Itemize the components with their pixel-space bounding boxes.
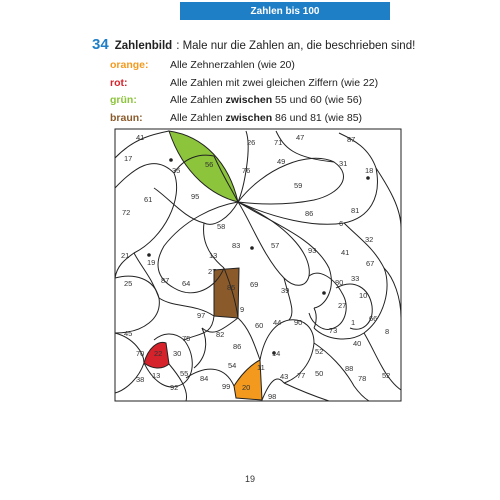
region-line bbox=[376, 168, 401, 228]
region-line bbox=[159, 298, 214, 316]
picture-number: 81 bbox=[351, 206, 360, 215]
picture-number: 60 bbox=[255, 321, 264, 330]
picture-number: 56 bbox=[205, 160, 214, 169]
picture-number: 71 bbox=[274, 138, 283, 147]
picture-number: 13 bbox=[152, 371, 161, 380]
picture-number: 97 bbox=[197, 311, 206, 320]
picture-number: 27 bbox=[338, 301, 347, 310]
picture-number: 50 bbox=[315, 369, 324, 378]
header-tab bbox=[180, 2, 390, 20]
region-line bbox=[115, 164, 177, 278]
dot bbox=[169, 158, 173, 162]
picture-number: 54 bbox=[228, 361, 237, 370]
picture-number: 40 bbox=[353, 339, 362, 348]
picture-number: 30 bbox=[173, 349, 182, 358]
picture-number: 85 bbox=[227, 283, 236, 292]
rule-text-bold: zwischen bbox=[225, 111, 273, 124]
picture-number: 69 bbox=[250, 280, 259, 289]
dot bbox=[322, 291, 326, 295]
picture-number: 1 bbox=[351, 318, 356, 327]
picture-number: 59 bbox=[294, 181, 303, 190]
picture-number: 20 bbox=[242, 383, 251, 392]
picture-number: 78 bbox=[358, 374, 367, 383]
region-line bbox=[115, 333, 144, 393]
picture-number: 35 bbox=[172, 166, 181, 175]
region-line bbox=[314, 308, 316, 328]
picture-number: 86 bbox=[233, 342, 242, 351]
picture-number: 17 bbox=[124, 154, 133, 163]
coloring-picture bbox=[114, 128, 404, 406]
rule-red bbox=[110, 75, 430, 93]
picture-number: 76 bbox=[242, 166, 251, 175]
rule-green bbox=[110, 92, 430, 110]
picture-number: 33 bbox=[351, 274, 360, 283]
picture-number: 90 bbox=[294, 318, 303, 327]
rule-color-label: grün: bbox=[110, 94, 137, 106]
picture-number: 98 bbox=[268, 392, 277, 401]
picture-number: 95 bbox=[191, 192, 200, 201]
picture-number: 45 bbox=[124, 329, 133, 338]
picture-number: 49 bbox=[277, 157, 286, 166]
picture-number: 55 bbox=[180, 369, 189, 378]
picture-number: 61 bbox=[144, 195, 153, 204]
picture-number: 11 bbox=[257, 363, 265, 372]
page-number: 19 bbox=[244, 474, 255, 484]
picture-number: 27 bbox=[208, 267, 217, 276]
rule-brown bbox=[110, 110, 430, 128]
picture-number: 18 bbox=[365, 166, 374, 175]
picture-number: 92 bbox=[170, 383, 179, 392]
picture-number: 77 bbox=[297, 371, 306, 380]
region-line bbox=[364, 333, 401, 390]
picture-number: 82 bbox=[216, 330, 225, 339]
picture-number: 66 bbox=[369, 314, 378, 323]
picture-number: 41 bbox=[341, 248, 350, 257]
picture-number: 6 bbox=[339, 219, 344, 228]
picture-number: 64 bbox=[182, 279, 191, 288]
rule-color-label: braun: bbox=[110, 111, 143, 124]
picture-number: 32 bbox=[365, 235, 374, 244]
dot bbox=[147, 253, 151, 257]
rule-color-label: orange: bbox=[110, 59, 149, 71]
picture-number: 43 bbox=[280, 372, 289, 381]
picture-number: 87 bbox=[161, 276, 170, 285]
picture-number: 52 bbox=[382, 371, 391, 380]
picture-number: 19 bbox=[147, 258, 156, 267]
picture-number: 75 bbox=[182, 334, 191, 343]
picture-number: 99 bbox=[222, 382, 231, 391]
picture-number: 88 bbox=[345, 364, 354, 373]
region-line bbox=[284, 383, 329, 401]
task-number: 34 bbox=[92, 36, 109, 53]
region-line bbox=[284, 278, 292, 320]
picture-number: 8 bbox=[385, 327, 390, 336]
picture-number: 26 bbox=[247, 138, 256, 147]
picture-number: 41 bbox=[136, 133, 145, 142]
picture-number: 87 bbox=[347, 135, 356, 144]
rule-text bbox=[170, 110, 362, 128]
picture-number: 22 bbox=[154, 349, 163, 358]
picture-number: 47 bbox=[296, 133, 305, 142]
task-title: Zahlenbild bbox=[114, 40, 173, 52]
rule-text-post: 86 und 81 (wie 85) bbox=[272, 111, 363, 124]
rule-text-pre: Alle Zahlen bbox=[170, 94, 226, 106]
picture-number: 93 bbox=[308, 246, 317, 255]
rule-text-pre: Alle Zahlen bbox=[170, 111, 226, 124]
picture-number: 67 bbox=[366, 259, 375, 268]
rule-text bbox=[170, 57, 295, 75]
task-instruction: : Male nur die Zahlen an, die beschrieben sind! bbox=[176, 40, 416, 52]
picture-number: 80 bbox=[335, 278, 344, 287]
picture-number: 84 bbox=[200, 374, 209, 383]
picture-number: 44 bbox=[273, 318, 282, 327]
color-rules bbox=[110, 57, 430, 127]
picture-number: 73 bbox=[329, 326, 338, 335]
rule-text-post: 55 und 60 (wie 56) bbox=[272, 94, 363, 106]
picture-number: 72 bbox=[122, 208, 131, 217]
rule-text bbox=[170, 92, 362, 110]
picture-number: 86 bbox=[305, 209, 314, 218]
rule-orange bbox=[110, 57, 430, 75]
picture-number: 25 bbox=[124, 279, 133, 288]
rule-text-bold: zwischen bbox=[225, 94, 273, 106]
picture-number: 21 bbox=[121, 251, 130, 260]
picture-number: 13 bbox=[209, 251, 218, 260]
picture-number: 39 bbox=[281, 286, 290, 295]
picture-number: 83 bbox=[232, 241, 241, 250]
rule-color-label: rot: bbox=[110, 76, 128, 89]
picture-number: 52 bbox=[315, 347, 324, 356]
dot bbox=[366, 176, 370, 180]
rule-text-pre: Alle Zahlen mit zwei gleichen Ziffern (wie 22) bbox=[170, 76, 379, 89]
picture-number: 10 bbox=[359, 291, 368, 300]
rule-text-pre: Alle Zehnerzahlen (wie 20) bbox=[170, 59, 295, 71]
picture-number: 9 bbox=[240, 305, 245, 314]
picture-number: 31 bbox=[339, 159, 348, 168]
picture-number: 58 bbox=[217, 222, 226, 231]
header-title: Zahlen bis 100 bbox=[250, 5, 320, 17]
region-line bbox=[238, 158, 343, 204]
task-heading bbox=[92, 36, 422, 53]
dot bbox=[250, 246, 254, 250]
picture-number: 70 bbox=[136, 349, 145, 358]
picture-number: 38 bbox=[136, 375, 145, 384]
picture-number: 57 bbox=[271, 241, 280, 250]
rule-text bbox=[170, 75, 378, 93]
picture-number: 14 bbox=[272, 349, 281, 358]
